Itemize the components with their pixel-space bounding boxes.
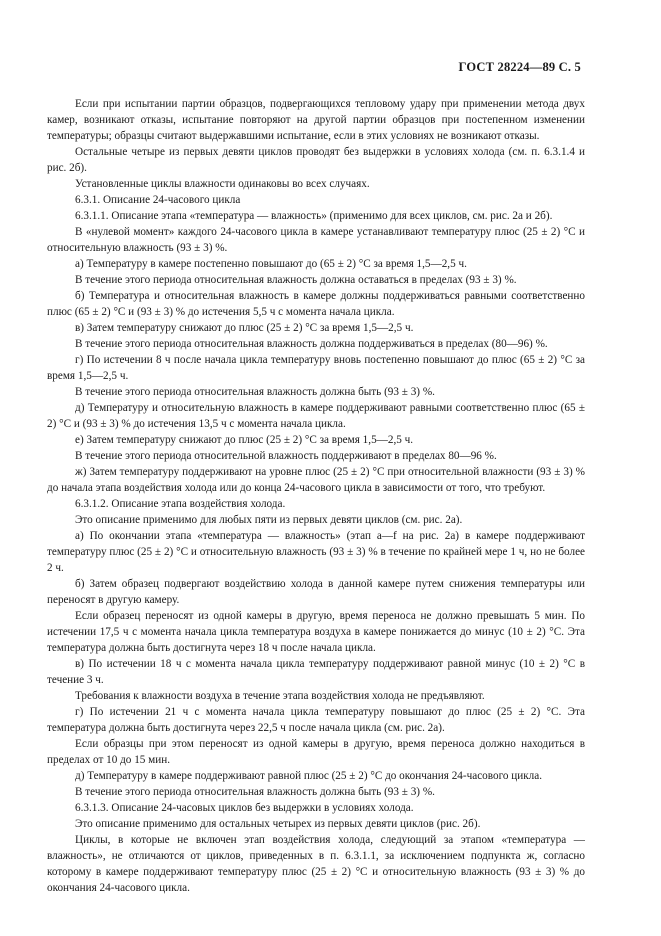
section-heading: 6.3.1. Описание 24-часового цикла xyxy=(75,194,241,206)
paragraph: В течение этого периода относительная влажность должна оставаться в пределах (93 ± 3) %. xyxy=(75,274,517,286)
paragraph: Установленные циклы влажности одинаковы во всех случаях. xyxy=(75,178,370,190)
paragraph: Требования к влажности воздуха в течение этапа воздействия холода не предъявляют. xyxy=(75,690,485,702)
list-item: г) По истечении 8 ч после начала цикла температуру вновь постепенно повышают до плюс (65 ± 2) °С за время 1,5—2,5 ч. xyxy=(47,354,585,382)
paragraph: В течение этого периода относительная влажность должна быть (93 ± 3) %. xyxy=(75,786,435,798)
paragraph: Циклы, в которые не включен этап воздействия холода, следующий за этапом «температура — влажность», не отличаются от циклов, приведенных в п. 6.3.1.1, за исключением подпункта ж, согласно которому в камере поддерживают температуру плюс (25 ± 2) °С и относительную влажность (93 ± 3) % до окончания 24-часового цикла. xyxy=(47,834,585,894)
list-item: б) Температура и относительная влажность в камере должны поддерживаться равными соответственно плюс (65 ± 2) °С и (93 ± 3) % до истечения 5,5 ч с момента начала цикла. xyxy=(47,290,585,318)
list-item: ж) Затем температуру поддерживают на уровне плюс (25 ± 2) °С при относительной влажности (93 ± 3) % до начала этапа воздействия холода или до конца 24-часового цикла в зависимости от того, что требуют. xyxy=(47,466,585,494)
paragraph: В течение этого периода относительной влажность поддерживают в пределах 80—96 %. xyxy=(75,450,497,462)
document-body xyxy=(47,96,585,896)
page-header: ГОСТ 28224—89 С. 5 xyxy=(458,60,581,74)
list-item: в) Затем температуру снижают до плюс (25 ± 2) °С за время 1,5—2,5 ч. xyxy=(75,322,414,334)
section-heading: 6.3.1.3. Описание 24-часовых циклов без выдержки в условиях холода. xyxy=(75,802,414,814)
list-item: а) По окончании этапа «температура — влажность» (этап a—f на рис. 2а) в камере поддерживают температуру плюс (25 ± 2) °С и относительную влажность (93 ± 3) % в течение по крайней мере 1 ч, но не более 2 ч. xyxy=(47,530,585,574)
list-item: г) По истечении 21 ч с момента начала цикла температуру повышают до плюс (25 ± 2) °С. Эта температура должна быть достигнута через 22,5 ч после начала цикла (см. рис. 2а). xyxy=(47,706,585,734)
section-heading: 6.3.1.1. Описание этапа «температура — влажность» (применимо для всех циклов, см. рис. 2а и 2б). xyxy=(75,210,553,222)
paragraph: В течение этого периода относительная влажность должна поддерживаться в пределах (80—96) %. xyxy=(75,338,548,350)
paragraph: Это описание применимо для остальных четырех из первых девяти циклов (рис. 2б). xyxy=(75,818,481,830)
paragraph: Если образцы при этом переносят из одной камеры в другую, время переноса должно находиться в пределах от 10 до 15 мин. xyxy=(47,738,585,766)
paragraph: В «нулевой момент» каждого 24-часового цикла в камере устанавливают температуру плюс (25 ± 2) °С и относительную влажность (93 ± 3) %. xyxy=(47,226,585,254)
list-item: д) Температуру и относительную влажность в камере поддерживают равными соответственно плюс (65 ± 2) °С и (93 ± 3) % до истечения 13,5 ч с момента начала цикла. xyxy=(47,402,585,430)
list-item: д) Температуру в камере поддерживают равной плюс (25 ± 2) °С до окончания 24-часового цикла. xyxy=(75,770,543,782)
paragraph: В течение этого периода относительная влажность должна быть (93 ± 3) %. xyxy=(75,386,435,398)
list-item: е) Затем температуру снижают до плюс (25 ± 2) °С за время 1,5—2,5 ч. xyxy=(75,434,414,446)
paragraph: Если при испытании партии образцов, подвергающихся тепловому удару при применении метода двух камер, возникают отказы, испытание повторяют на другой партии образцов при постепенном изменении температуры; образцы считают выдержавшими испытание, если в этих условиях не возникают отказы. xyxy=(47,98,585,142)
section-heading: 6.3.1.2. Описание этапа воздействия холода. xyxy=(75,498,286,510)
list-item: а) Температуру в камере постепенно повышают до (65 ± 2) °С за время 1,5—2,5 ч. xyxy=(75,258,467,270)
paragraph: Если образец переносят из одной камеры в другую, время переноса не должно превышать 5 мин. По истечении 17,5 ч с момента начала цикла температура воздуха в камере понижается до минус (10 ± 2) °С. Эта температура должна быть достигнута через 18 ч после начала цикла. xyxy=(47,610,585,654)
paragraph: Остальные четыре из первых девяти циклов проводят без выдержки в условиях холода (см. п. 6.3.1.4 и рис. 2б). xyxy=(47,146,585,174)
list-item: в) По истечении 18 ч с момента начала цикла температуру поддерживают равной минус (10 ± 2) °С в течение 3 ч. xyxy=(47,658,585,686)
paragraph: Это описание применимо для любых пяти из первых девяти циклов (см. рис. 2а). xyxy=(75,514,463,526)
list-item: б) Затем образец подвергают воздействию холода в данной камере путем снижения температуры или переносят в другую камеру. xyxy=(47,578,585,606)
